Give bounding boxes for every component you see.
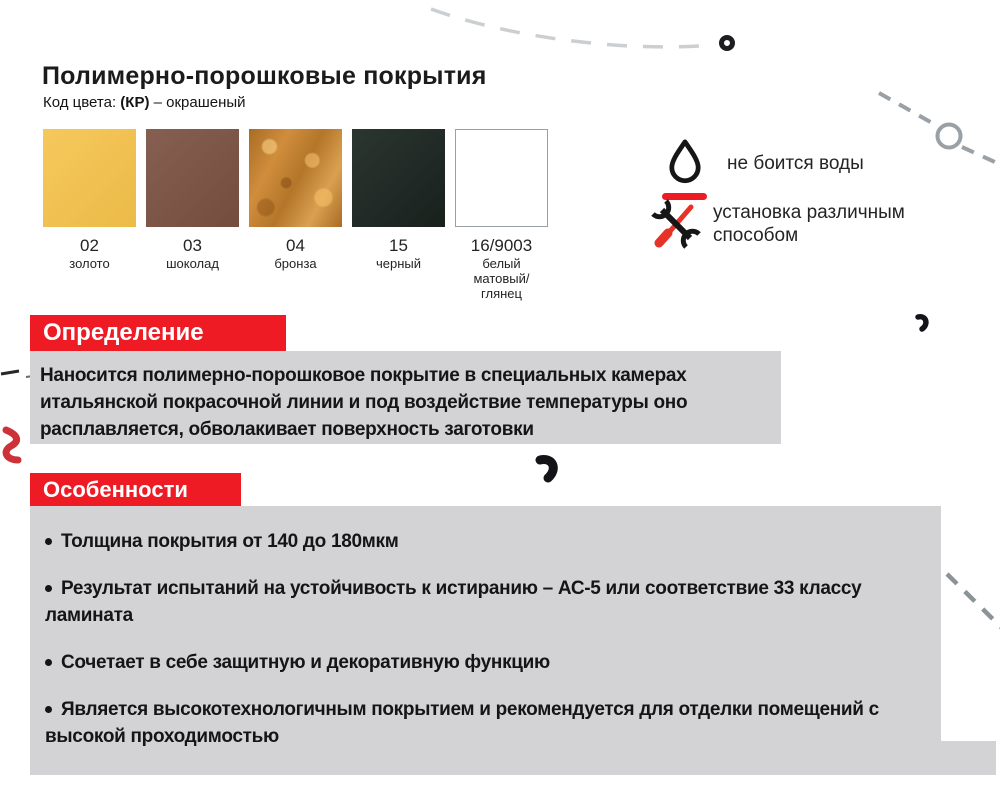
left-dash-long [1,371,19,374]
perk-install [651,199,701,254]
swatch-code: 15 [389,236,408,255]
subtitle-code: (КР) [120,94,150,111]
swatch-chip-chocolate [146,129,239,227]
red-squiggle [6,430,18,460]
swatch-name: золото [69,256,110,271]
donut-dot [722,38,733,49]
tools-icon [651,199,701,249]
bullet-dot [45,659,52,666]
feature-bullet-text: Результат испытаний на устойчивость к истиранию – АС-5 или соответствие 33 классу ламината [45,577,862,626]
subtitle-suffix: – окрашеный [149,94,246,111]
dashed-line-upper-right-2 [962,147,997,163]
perk-water-label: не боится воды [727,153,864,174]
feature-bullet-text: Толщина покрытия от 140 до 180мкм [61,531,399,552]
swatch-chip-bronze [249,129,342,227]
bullet-dot [45,706,52,713]
swatch-name: белый [482,256,521,271]
color-code-subtitle [43,94,246,111]
swatch-03-chocolate [146,129,239,301]
features-body [30,506,941,775]
swatch-chip-gold [43,129,136,227]
swatch-chip-black [352,129,445,227]
swatch-code: 03 [183,236,202,255]
swatch-04-bronze [249,129,342,301]
feature-bullet-text: Сочетает в себе защитную и декоративную функцию [61,651,550,673]
swatch-name: шоколад [166,256,219,271]
perk-water [662,138,708,200]
dashed-arc-top [431,9,712,47]
bullet-dot [45,585,52,592]
swatch-code: 02 [80,236,99,255]
swatch-chip-white [455,129,548,227]
definition-heading: Определение [30,315,286,351]
feature-bullet [45,697,917,751]
water-drop-icon [663,138,707,186]
definition-body: Наносится полимерно-порошковое покрытие в специальных камерах итальянской покрасочной линии и под воздействие температуры оно расплавляется, обволакивает поверхность заготовки [30,351,781,444]
page-title: Полимерно-порошковые покрытия [42,62,487,90]
swatch-code: 16/9003 [470,236,533,255]
feature-bullet-text: Является высокотехнологичным покрытием и рекомендуется для отделки помещений с высокой проходимостью [45,698,879,747]
feature-bullet [45,529,917,556]
swatch-code: 04 [286,236,305,255]
swatch-16-white [455,129,548,301]
swatch-02-gold [43,129,136,301]
swatch-name: бронза [274,256,317,271]
color-swatch-row [43,129,548,301]
swatch-15-black [352,129,445,301]
comma-large [540,460,553,478]
comma-small [918,317,926,329]
bullet-dot [45,538,52,545]
feature-bullet [45,650,917,677]
subtitle-prefix: Код цвета: [43,94,121,111]
perk-install-label: установка различным способом [713,202,905,247]
dashed-line-lower-right [947,574,1000,628]
swatch-name: черный [375,256,422,271]
circle-outline [938,125,961,148]
features-heading: Особенности [30,473,241,506]
feature-bullet [45,576,917,630]
swatch-name-2: матовый/глянец [473,271,530,301]
dashed-line-upper-right [879,93,934,124]
